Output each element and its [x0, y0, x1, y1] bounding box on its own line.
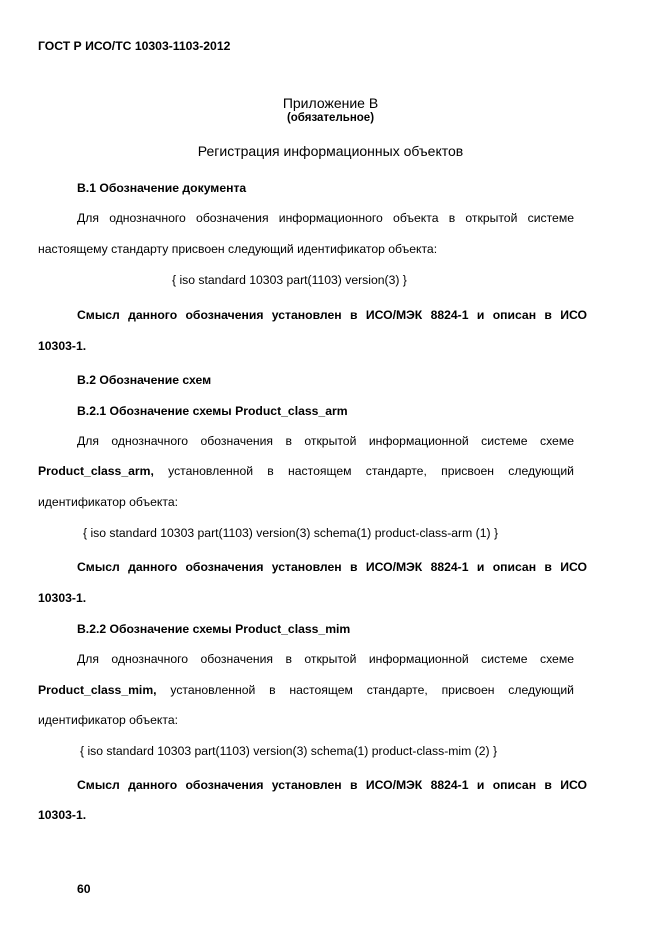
section-b22-meaning-line: 10303-1.: [38, 808, 87, 822]
section-b22-paragraph-line: идентификатор объекта:: [38, 713, 178, 727]
section-b1-meaning-line: Смысл данного обозначения установлен в ИСО/МЭК 8824-1 и описан в ИСО: [77, 308, 587, 322]
appendix-status: (обязательное): [286, 112, 375, 124]
section-b22-meaning-line: Смысл данного обозначения установлен в ИСО/МЭК 8824-1 и описан в ИСО: [77, 778, 587, 792]
page-number: 60: [77, 882, 91, 896]
schema-name-mim: Product_class_mim,: [38, 683, 157, 697]
schema-name-arm: Product_class_arm,: [38, 464, 154, 478]
section-b22-paragraph-line: Для однозначного обозначения в открытой информационной системе схеме: [77, 652, 574, 666]
section-b21-meaning-line: Смысл данного обозначения установлен в ИСО/МЭК 8824-1 и описан в ИСО: [77, 560, 587, 574]
document-id-header: ГОСТ Р ИСО/ТС 10303-1103-2012: [38, 39, 231, 53]
section-b22-identifier: { iso standard 10303 part(1103) version(3) schema(1) product-class-mim (2) }: [80, 744, 498, 758]
section-b21-meaning-line: 10303-1.: [38, 591, 87, 605]
section-b22-paragraph-rest: установленной в настоящем стандарте, присвоен следующий: [170, 683, 574, 697]
section-b1-paragraph-line: Для однозначного обозначения информационного объекта в открытой системе: [77, 211, 574, 225]
section-b21-identifier: { iso standard 10303 part(1103) version(3) schema(1) product-class-arm (1) }: [83, 526, 499, 540]
section-b1-heading: В.1 Обозначение документа: [77, 181, 247, 195]
appendix-heading: Регистрация информационных объектов: [197, 143, 464, 159]
section-b2-heading: В.2 Обозначение схем: [77, 373, 212, 387]
section-b21-paragraph-line: [38, 463, 574, 479]
section-b21-paragraph-rest: установленной в настоящем стандарте, присвоен следующий: [168, 464, 574, 478]
section-b22-heading: В.2.2 Обозначение схемы Product_class_mim: [77, 622, 351, 636]
appendix-title: Приложение В: [282, 95, 379, 111]
section-b1-paragraph-line: настоящему стандарту присвоен следующий идентификатор объекта:: [38, 242, 438, 256]
section-b1-identifier: { iso standard 10303 part(1103) version(3) }: [172, 273, 407, 287]
section-b21-paragraph-line: Для однозначного обозначения в открытой информационной системе схеме: [77, 434, 574, 448]
section-b21-heading: В.2.1 Обозначение схемы Product_class_arm: [77, 404, 348, 418]
section-b22-paragraph-line: [38, 682, 574, 698]
section-b1-meaning-line: 10303-1.: [38, 339, 87, 353]
section-b21-paragraph-line: идентификатор объекта:: [38, 495, 178, 509]
